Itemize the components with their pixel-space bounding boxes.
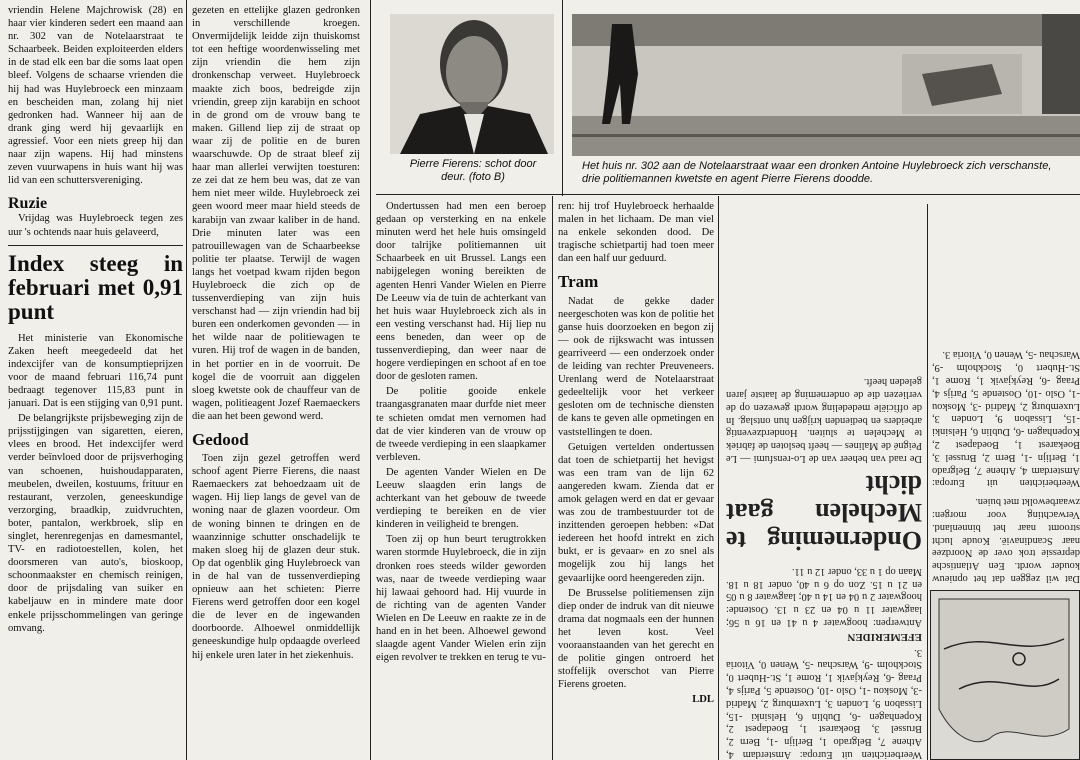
portrait-photo	[390, 14, 554, 154]
index-paragraph-1: Het ministerie van Ekonomische Zaken heeft meegedeeld dat het indexcijfer van de konsumptieprijzen voor de maand februari 116,74 punt bedraagt tegenover 115,83 punt in januari. Dat is een stijging van 0,91 punt.	[8, 332, 183, 410]
photo-rule	[376, 194, 1080, 195]
article-paragraph: De Brusselse politiemensen zijn diep onder de indruk van dit nieuwe drama dat nogmaals een der hunnen het leven kost. Veel vooraanstaanden van het gerecht en de politie gingen ontroerd het stoffelijk overschot van Pierre Fierens groeten.	[558, 587, 714, 691]
article-paragraph: De agenten Vander Wielen en De Leeuw slaagden erin langs de achterkant van het gebouw de tweede verdieping te bereiken en de vier kinderen in veiligheid te brengen.	[376, 466, 546, 531]
weather-map-image	[931, 591, 1079, 759]
subheading-ruzie: Ruzie	[8, 195, 48, 213]
article-paragraph: gezeten en ettelijke glazen gedronken in verschillende kroegen. Onvermijdelijk leidde zijn thuiskomst tot een heftige woordenwisseling met zijn vriendin die hem zijn dronkenschap verweet. Huylebroeck maakte zich boos, bedreigde zijn vriendin, greep zijn karabijn en schoot in de grond om de vrouw bang te maken. Gillend liep zij de straat op waar zij de politie en de buren waarschuwde. Op de straat bleef zij haar man allerlei verwijten toesturen: ze zei dat ze hem beu was, dat ze van hem niet meer wilde. Huylebroeck zei geen woord meer maar hield steeds de karabijn van zwaar kaliber in de hand. Drie minuten later was een patrouillewagen van de Schaarbeekse politie ter plaatse. Terwijl de wagen langs het voetpad kwam rijden begon Huylebroeck die zich op de tussenverdieping van zijn huis verschanst had — zijn vriendin had bij buren een onderkomen gevonden — in het wilde naar de politiewagen te vuren. Hij trof de wagen in de banden, in het portier en in de voorruit. De kogel die de voorruit aan diggelen sloeg kwetste ook de chauffeur van de wagen, politieagent Jozef Raemaeckers die aan het been gewond werd.	[192, 5, 360, 422]
street-caption: Het huis nr. 302 aan de Notelaarstraat waar een dronken Antoine Huylebroeck zich verschanste, drie politiemannen kwetste en agent Pierre Fierens doodde.	[582, 160, 1052, 185]
divider	[8, 245, 183, 246]
upside-down-column-2	[726, 204, 922, 760]
upside-down-europe-text-2: Weerberichten uit Europa: Amsterdam 4, Athene 7, Belgrado 1, Berlijn -1, Bern 2, Brussel 3, Boekarest 1, Boedapest 2, Kopenhagen -6, Dublin 6, Helsinki -15, Lissabon 9, Londen 3, Luxemburg 2, Madrid -3, Moskou -1, Oslo -10, Oostende 5, Parijs 4, Praag -6, Reykjavik 1, Rome 1, St.-Hubert 0, Stockholm -9, Warschau -5, Wenen 0, Vitoria 3.	[726, 646, 922, 760]
upside-down-europe-text: Weerberichten uit Europa: Amsterdam 4, Athene 7, Belgrado 1, Berlijn -1, Bern 2, Brussel 3, Boekarest 1, Boedapest 2, Kopenhagen -6, Dublin 6, Helsinki -15, Lissabon 9, Londen 3, Luxemburg 2, Madrid -3, Moskou -1, Oslo -10, Oostende 5, Parijs 4, Praag -6, Reykjavik 1, Rome 1, St.-Hubert 0, Stockholm -9, Warschau -5, Wenen 0, Vitoria 3.	[932, 349, 1080, 489]
subheading-tram: Tram	[558, 272, 599, 292]
article-paragraph: Toen zij op hun beurt terugtrokken waren stormde Huylebroeck, die in zijn dronken roes steeds wilder geworden was, naar de tweede verdieping waar hij lawaai gehoord had. Hij vuurde in de richting van de agenten Vander Wielen en De Leeuw en raakte ze in de hand en in het been. Alhoewel gewond slaagde agent Vander Wielen erin zijn eigen revolver te trekken en terug te vu-	[376, 534, 546, 664]
upside-down-heading-efemeriden: EFEMERIDEN	[847, 630, 922, 643]
weather-map	[930, 590, 1080, 760]
column-2	[192, 4, 360, 760]
gedood-paragraph: Toen zijn gezel getroffen werd schoof agent Pierre Fierens, die naast Raemaeckers zat behoedzaam uit de wagen. Hij liep langs de gevel van de woning naar de glazen voordeur. Om de woning binnen te dringen en de waanzinnige schutter onschadelijk te maken sloeg hij de glazen deur stuk. Op dat ogenblik ging Huylebroeck van in de hal van de tussenverdieping opnieuw aan het schieten: Pierre Fierens werd getroffen door een kogel die de lever en de ingewanden doorboorde. Alhoewel onmiddellijk geneeskundige hulp opdaagde overleed hij enkele uren later in het ziekenhuis.	[192, 453, 360, 661]
author-signature: LDL	[692, 694, 714, 706]
article-paragraph: Ondertussen had men een beroep gedaan op versterking en na enkele minuten werd het hele huis omsingeld door talrijke politiemannen uit Schaarbeek en uit Brussel. Langs een nabijgelegen woning bereikten de agenten Henri Vander Wielen en Pierre De Leeuw via de tuin de achterkant van het huis waar Huylebroeck zich als in een vesting verschanst had. Hij liep nu eens beneden, dan weer op de tussenverdieping, dan weer naar de hogere verdiepingen en schoot af en toe door de gesloten ramen.	[376, 201, 546, 383]
article-paragraph: ren: hij trof Huylebroeck herhaalde malen in het lichaam. De man viel na enkele sekonden dood. De tragische schietpartij had toen meer dan een half uur geduurd.	[558, 201, 714, 265]
upside-down-content	[718, 196, 1080, 760]
street-image	[572, 14, 1080, 156]
upside-down-tides-text: Antwerpen: hoogwater 4 u 41 en 16 u 56; laagwater 11 u 04 en 23 u 13. Oostende: hoogwater 2 u 04 en 14 u 40; laagwater 8 u 05 en 21 u 15. Zon op 6 u 40, onder 18 u 18. Maan op 1 u 33, onder 12 u 11.	[726, 565, 922, 629]
portrait-image	[390, 14, 554, 154]
street-photo	[572, 14, 1080, 156]
column-rule	[562, 0, 563, 196]
column-rule	[186, 0, 187, 760]
upside-down-article-text: De raad van beheer van de Lo-rensfumi — Le Peigné de Malines — heeft besloten de fabriek te Mechelen te sluiten. Honderdzeventig arbeiders en bedienden krijgen hun ontslag. In de officiële mededeling wordt gewezen op de verliezen die de onderneming de laatste jaren geleden heeft.	[726, 376, 922, 465]
article-continuation: vriendin Helene Majchrowisk (28) en haar vier kinderen sedert een maand aan nr. 302 van de Notelaarstraat te Schaarbeek. Beiden exploiteerden elders in de stad elk een bar die soms laat open bleef. Volgens de schaarse vrienden die hij had was Huylebroeck een minzaam en bescheiden man, zolang hij niet gedronken had. Wanneer hij aan de drank ging werd hij gevaarlijk en agressief. Voor een niets greep hij dan naar zijn wapens. Hij had minstens zeven vuurwapens in huis want hij was lid van een schuttersvereniging.	[8, 5, 183, 187]
article-paragraph: Nadat de gekke dader neergeschoten was kon de politie het ganse huis doorzoeken en begon zij — ook de rijkswacht was intussen gearriveerd — een onderzoek onder de leiding van rechter Preuveneers. Urenlang werd de Notelaarstraat gedeeltelijk voor het verkeer gesloten om de technische diensten de kans te geven alle opmetingen en vaststellingen te doen.	[558, 295, 714, 438]
portrait-caption: Pierre Fierens: schot door deur. (foto B)	[409, 158, 537, 183]
ruzie-paragraph: Vrijdag was Huylebroeck tegen zes uur 's ochtends naar huis gelaveerd,	[8, 213, 183, 238]
column-rule	[370, 0, 371, 760]
upside-down-rule	[927, 204, 928, 760]
subheading-gedood: Gedood	[192, 430, 249, 449]
upside-down-page	[718, 196, 1080, 760]
index-paragraph-2: De belangrijkste prijsbeweging zijn de prijsstijgingen van sigaretten, eieren, vlees en brood. Het indexcijfer werd verder beïnvloed door de prijsverhoging van schoenen, huishoudapparaten, meubelen, dweilen, kostuums, frituur en restaurant, verzolen, geneeskundige verzorging, braadkip, zuidvruchten, boter, pantalon, werkbroek, slip en singlet, herenregenjas en damesmantel, TV- en radiotoestellen, kolen, het doorsmeren van auto's, bioskoop, schoonmaakster en chemisch reinigen, door de prijsdaling van suiker en kabeljauw en in mindere mate door enkele prijsschommelingen van geringe omvang.	[8, 413, 183, 634]
column-4	[558, 200, 714, 760]
upside-down-column-1	[932, 204, 1080, 584]
upside-down-headline: Onderneming te Mechelen gaat dicht	[726, 470, 922, 556]
article-paragraph: Getuigen vertelden ondertussen dat toen de schietpartij het hevigst was een tram van de lijn 62 aangereden kwam. Zienda dat er amok gelagen werd en dat er gevaar was zou de trambestuurder tot de inzittenden geroepen hebben: «Dat iedereen het hoofd intrekt en zich bukt, er is gevaar» en zo snel als mogelijk zou hij langs het gevaarlijke oord heengereden zijn.	[558, 441, 714, 584]
upside-down-weather-text: Dat wil zeggen dat het opnieuw kouder wordt. Een Atlantische depressie trok over de Noordzee naar Scandinavië. Koude lucht stroomt naar het binnenland. Verwachting voor morgen: zwaarbewolkt met buien.	[932, 496, 1080, 584]
article-paragraph: De politie gooide enkele traangasgranaten maar durfde niet meer te schieten omdat men vernomen had dat de vier kinderen van de vrouw op de tweede verdieping in een slaapkamer verbleven.	[376, 386, 546, 463]
column-1	[8, 4, 183, 760]
column-3	[376, 200, 546, 760]
column-rule	[552, 196, 553, 760]
headline-index: Index steeg in februari met 0,91 punt	[8, 250, 183, 324]
